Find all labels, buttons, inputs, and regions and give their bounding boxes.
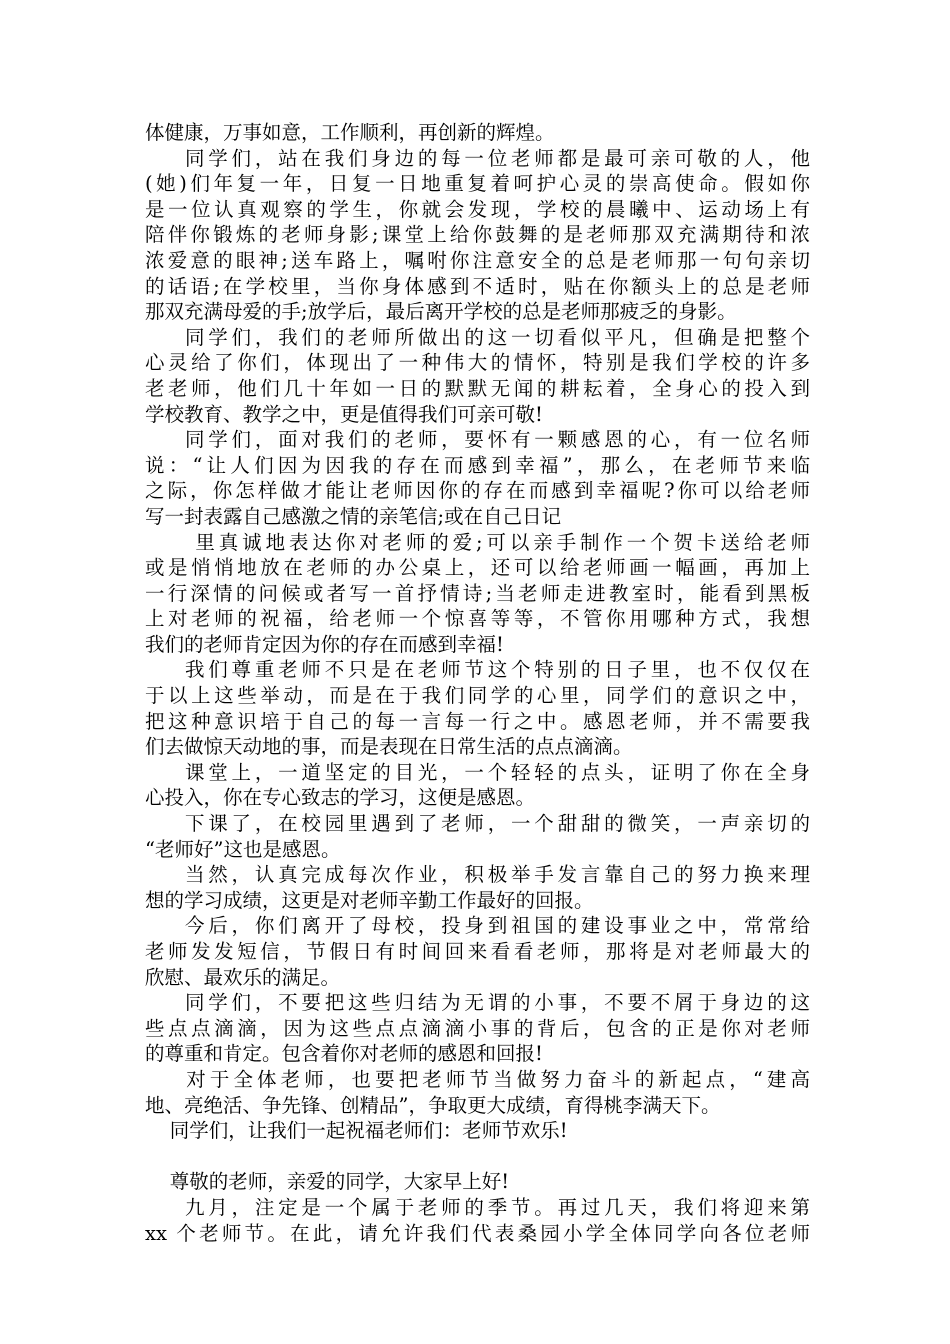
- text-line: 同学们，不要把这些归结为无谓的小事，不要不屑于身边的这: [145, 991, 810, 1015]
- text-line: 于以上这些举动，而是在于我们同学的心里，同学们的意识之中，: [145, 684, 810, 708]
- text-line: (她)们年复一年，日复一日地重复着呵护心灵的崇高使命。假如你: [145, 172, 810, 196]
- text-line: 老老师，他们几十年如一日的默默无闻的耕耘着，全身心的投入到: [145, 376, 810, 400]
- paragraph: [145, 120, 810, 146]
- text-line: 欣慰、最欢乐的满足。: [145, 965, 341, 989]
- paragraph: [145, 530, 810, 658]
- text-line: 或是悄悄地放在老师的办公桌上，还可以给老师画一幅画，再加上: [145, 556, 810, 580]
- document-page: [145, 120, 810, 1246]
- text-line: “老师好”这也是感恩。: [145, 837, 341, 861]
- text-line: 一行深情的问候或者写一首抒情诗;当老师走进教室时，能看到黑板: [145, 581, 810, 605]
- text-line: 当然，认真完成每次作业，积极举手发言靠自己的努力换来理: [145, 863, 810, 887]
- text-line: 之际，你怎样做才能让老师因你的存在而感到幸福呢?你可以给老师: [145, 479, 810, 503]
- text-line: 尊敬的老师，亲爱的同学，大家早上好!: [145, 1170, 510, 1194]
- text-line: 同学们，我们的老师所做出的这一切看似平凡，但确是把整个: [145, 325, 810, 349]
- paragraph: [145, 1169, 810, 1195]
- text-line: 体健康，万事如意，工作顺利，再创新的辉煌。: [145, 121, 555, 144]
- text-line: 想的学习成绩，这更是对老师辛勤工作最好的回报。: [145, 888, 594, 912]
- text-line: 那双充满母爱的手;放学后，最后离开学校的总是老师那疲乏的身影。: [145, 300, 737, 324]
- text-line: 的话语;在学校里，当你身体感到不适时，贴在你额头上的总是老师: [145, 274, 810, 298]
- text-line: 里真诚地表达你对老师的爱;可以亲手制作一个贺卡送给老师: [145, 530, 810, 554]
- paragraph: [145, 427, 810, 529]
- text-line: 同学们，面对我们的老师，要怀有一颗感恩的心，有一位名师: [145, 428, 810, 452]
- text-line: 学校教育、教学之中，更是值得我们可亲可敬!: [145, 402, 543, 426]
- text-line: 把这种意识培于自己的每一言每一行之中。感恩老师，并不需要我: [145, 709, 810, 733]
- text-line: 同学们，让我们一起祝福老师们：老师节欢乐!: [145, 1119, 568, 1143]
- text-line: 地、亮绝活、争先锋、创精品”，争取更大成绩，育得桃李满天下。: [145, 1093, 721, 1117]
- text-line: 我们尊重老师不只是在老师节这个特别的日子里，也不仅仅在: [145, 658, 810, 682]
- text-line: 课堂上，一道坚定的目光，一个轻轻的点头，证明了你在全身: [145, 760, 810, 784]
- paragraph: [145, 811, 810, 862]
- text-line: 写一封表露自己感激之情的亲笔信;或在自己日记: [145, 504, 562, 528]
- text-line: 心投入，你在专心致志的学习，这便是感恩。: [145, 786, 536, 810]
- text-line: 对于全体老师，也要把老师节当做努力奋斗的新起点，“建高: [145, 1067, 810, 1091]
- paragraph: [145, 862, 810, 913]
- text-line: 上对老师的祝福，给老师一个惊喜等等，不管你用哪种方式，我想: [145, 607, 810, 631]
- text-line: 浓爱意的眼神;送车路上，嘱咐你注意安全的总是老师那一句句亲切: [145, 248, 810, 272]
- text-line: 说：“让人们因为因我的存在而感到幸福”，那么，在老师节来临: [145, 453, 810, 477]
- paragraph: [145, 990, 810, 1067]
- text-line: 些点点滴滴，因为这些点点滴滴小事的背后，包含的正是你对老师: [145, 1016, 810, 1040]
- paragraph: [145, 760, 810, 811]
- blank-line: [145, 1144, 810, 1170]
- paragraph: [145, 657, 810, 759]
- text-line: 是一位认真观察的学生，你就会发现，学校的晨曦中、运动场上有: [145, 197, 810, 221]
- paragraph: [145, 1195, 810, 1246]
- text-line: 今后，你们离开了母校，投身到祖国的建设事业之中，常常给: [145, 914, 810, 938]
- paragraph: [145, 325, 810, 427]
- text-line: xx 个老师节。在此，请允许我们代表桑园小学全体同学向各位老师: [145, 1221, 810, 1245]
- text-line: 陪伴你锻炼的老师身影;课堂上给你鼓舞的是老师那双充满期待和浓: [145, 223, 810, 247]
- text-line: 下课了，在校园里遇到了老师，一个甜甜的微笑，一声亲切的: [145, 812, 810, 836]
- paragraph: [145, 913, 810, 990]
- text-line: 们去做惊天动地的事，而是表现在日常生活的点点滴滴。: [145, 735, 633, 759]
- text-line: 我们的老师肯定因为你的存在而感到幸福!: [145, 632, 504, 656]
- text-line: 同学们，站在我们身边的每一位老师都是最可亲可敬的人，他: [145, 146, 810, 170]
- paragraph: [145, 1067, 810, 1118]
- text-line: 心灵给了你们，体现出了一种伟大的情怀，特别是我们学校的许多: [145, 351, 810, 375]
- text-line: 老师发发短信，节假日有时间回来看看老师，那将是对老师最大的: [145, 940, 810, 963]
- paragraph: [145, 1118, 810, 1144]
- text-line: 的尊重和肯定。包含着你对老师的感恩和回报!: [145, 1042, 543, 1066]
- text-line: 九月，注定是一个属于老师的季节。再过几天，我们将迎来第: [145, 1195, 810, 1219]
- paragraph: [145, 146, 810, 325]
